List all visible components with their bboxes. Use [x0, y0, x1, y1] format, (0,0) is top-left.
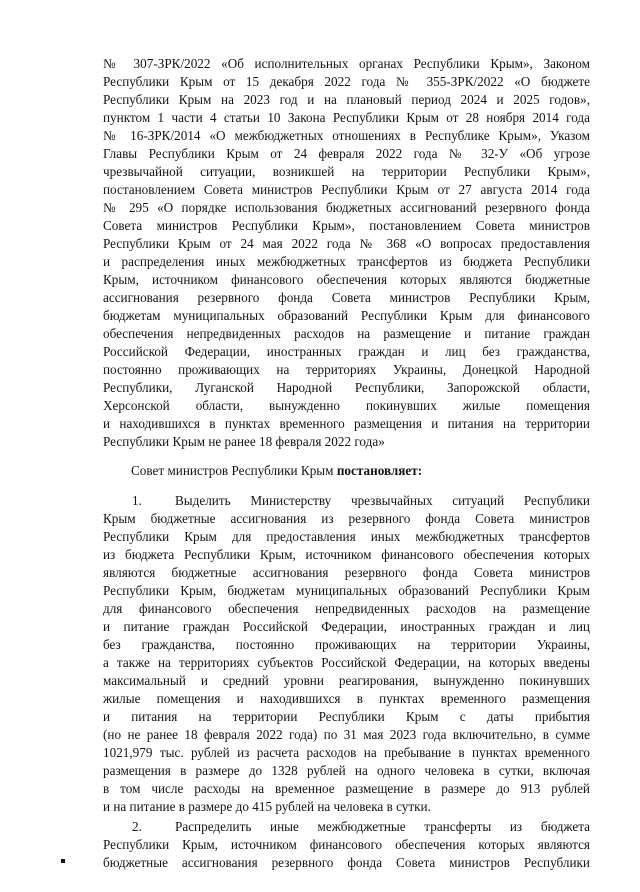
- text-line: Республики Крым от 24 мая 2022 года № 368 «О вопросах предоставления: [103, 236, 590, 251]
- text-line: и находившихся в пунктах временного размещения и питания на территории: [103, 416, 590, 431]
- text-line: размещения в размере до 1328 рублей на одного человека в сутки, включая: [103, 763, 590, 778]
- text-line: бюджетам муниципальных образований Республики Крым для финансового: [103, 308, 590, 323]
- text-line: Республики Крым, бюджетам муниципальных образований Республики Крым: [103, 583, 590, 598]
- item-number: 2.: [132, 819, 142, 834]
- text-line: и питания на территории Республики Крым с даты прибытия: [103, 709, 590, 724]
- text-line: ассигнования резервного фонда Совета министров Республики Крым,: [103, 290, 590, 305]
- text-line: пунктом 1 части 4 статьи 10 Закона Республики Крым от 28 ноября 2014 года: [103, 110, 590, 125]
- text-line: № 16-ЗРК/2014 «О межбюджетных отношениях в Республике Крым», Указом: [103, 128, 590, 143]
- text-line: Республики Крым для предоставления иных межбюджетных трансфертов: [103, 529, 590, 544]
- text-line: жилые помещения и находившихся в пунктах временного размещения: [103, 691, 590, 706]
- text-line: Крым, источником финансового обеспечения которых являются бюджетные: [103, 272, 590, 287]
- text-line: чрезвычайной ситуации, возникшей на территории Республики Крым»,: [103, 164, 590, 179]
- text-line: и питание граждан Российской Федерации, иностранных граждан и лиц: [103, 619, 590, 634]
- text-line: Республики Крым на 2023 год и на плановый период 2024 и 2025 годов»,: [103, 92, 590, 107]
- text-line: постановлением Совета министров Республики Крым от 27 августа 2014 года: [103, 182, 590, 197]
- scan-speck: [61, 859, 65, 863]
- text-line: в том числе расходы на временное размещение в размере до 913 рублей: [103, 781, 590, 796]
- text-line: Херсонской области, вынужденно покинувших жилые помещения: [103, 398, 590, 413]
- resolution-prefix: Совет министров Республики Крым: [131, 463, 337, 478]
- text-line: Российской Федерации, иностранных граждан и лиц без гражданства,: [103, 344, 590, 359]
- text-line: Совета министров Республики Крым», постановлением Совета министров: [103, 218, 590, 233]
- text-line: и на питание в размере до 415 рублей на человека в сутки.: [103, 799, 431, 814]
- text-line: Выделить Министерству чрезвычайных ситуаций Республики: [175, 493, 590, 508]
- text-line: Республики, Луганской Народной Республики, Запорожской области,: [103, 380, 590, 395]
- text-line: Республики Крым не ранее 18 февраля 2022 года»: [103, 434, 385, 449]
- text-line: Республики Крым от 15 декабря 2022 года № 355-ЗРК/2022 «О бюджете: [103, 74, 590, 89]
- resolution-line: [131, 462, 590, 480]
- text-line: (но не ранее 18 февраля 2022 года) по 31 мая 2023 года включительно, в сумме: [103, 727, 590, 742]
- text-line: максимальный и средний уровни реагирования, вынужденно покинувших: [103, 673, 590, 688]
- text-line: постоянно проживающих на территориях Украины, Донецкой Народной: [103, 362, 590, 377]
- text-line: Крым бюджетные ассигнования из резервного фонда Совета министров: [103, 511, 590, 526]
- text-line: № 307-ЗРК/2022 «Об исполнительных органах Республики Крым», Законом: [103, 56, 590, 71]
- text-line: Республики Крым, источником финансового обеспечения которых являются: [103, 837, 590, 852]
- text-line: из бюджета Республики Крым, источником финансового обеспечения которых: [103, 547, 590, 562]
- text-line: бюджетные ассигнования резервного фонда Совета министров Республики: [103, 855, 590, 870]
- text-line: а также на территориях субъектов Российской Федерации, на которых введены: [103, 655, 590, 670]
- text-line: обеспечения непредвиденных расходов на размещение и питание граждан: [103, 326, 590, 341]
- text-line: Распределить иные межбюджетные трансферты из бюджета: [175, 819, 590, 834]
- text-line: Главы Республики Крым от 24 февраля 2022 года № 32-У «Об угрозе: [103, 146, 590, 161]
- text-line: без гражданства, постоянно проживающих на территории Украины,: [103, 637, 590, 652]
- text-line: № 295 «О порядке использования бюджетных ассигнований резервного фонда: [103, 200, 590, 215]
- text-line: и распределения иных межбюджетных трансфертов из бюджета Республики: [103, 254, 590, 269]
- resolution-keyword: постановляет:: [336, 463, 423, 478]
- text-line: для финансового обеспечения непредвиденных расходов на размещение: [103, 601, 590, 616]
- item-number: 1.: [132, 493, 142, 508]
- text-line: 1021,979 тыс. рублей из расчета расходов на пребывание в пунктах временного: [103, 745, 590, 760]
- text-line: являются бюджетные ассигнования резервного фонда Совета министров: [103, 565, 590, 580]
